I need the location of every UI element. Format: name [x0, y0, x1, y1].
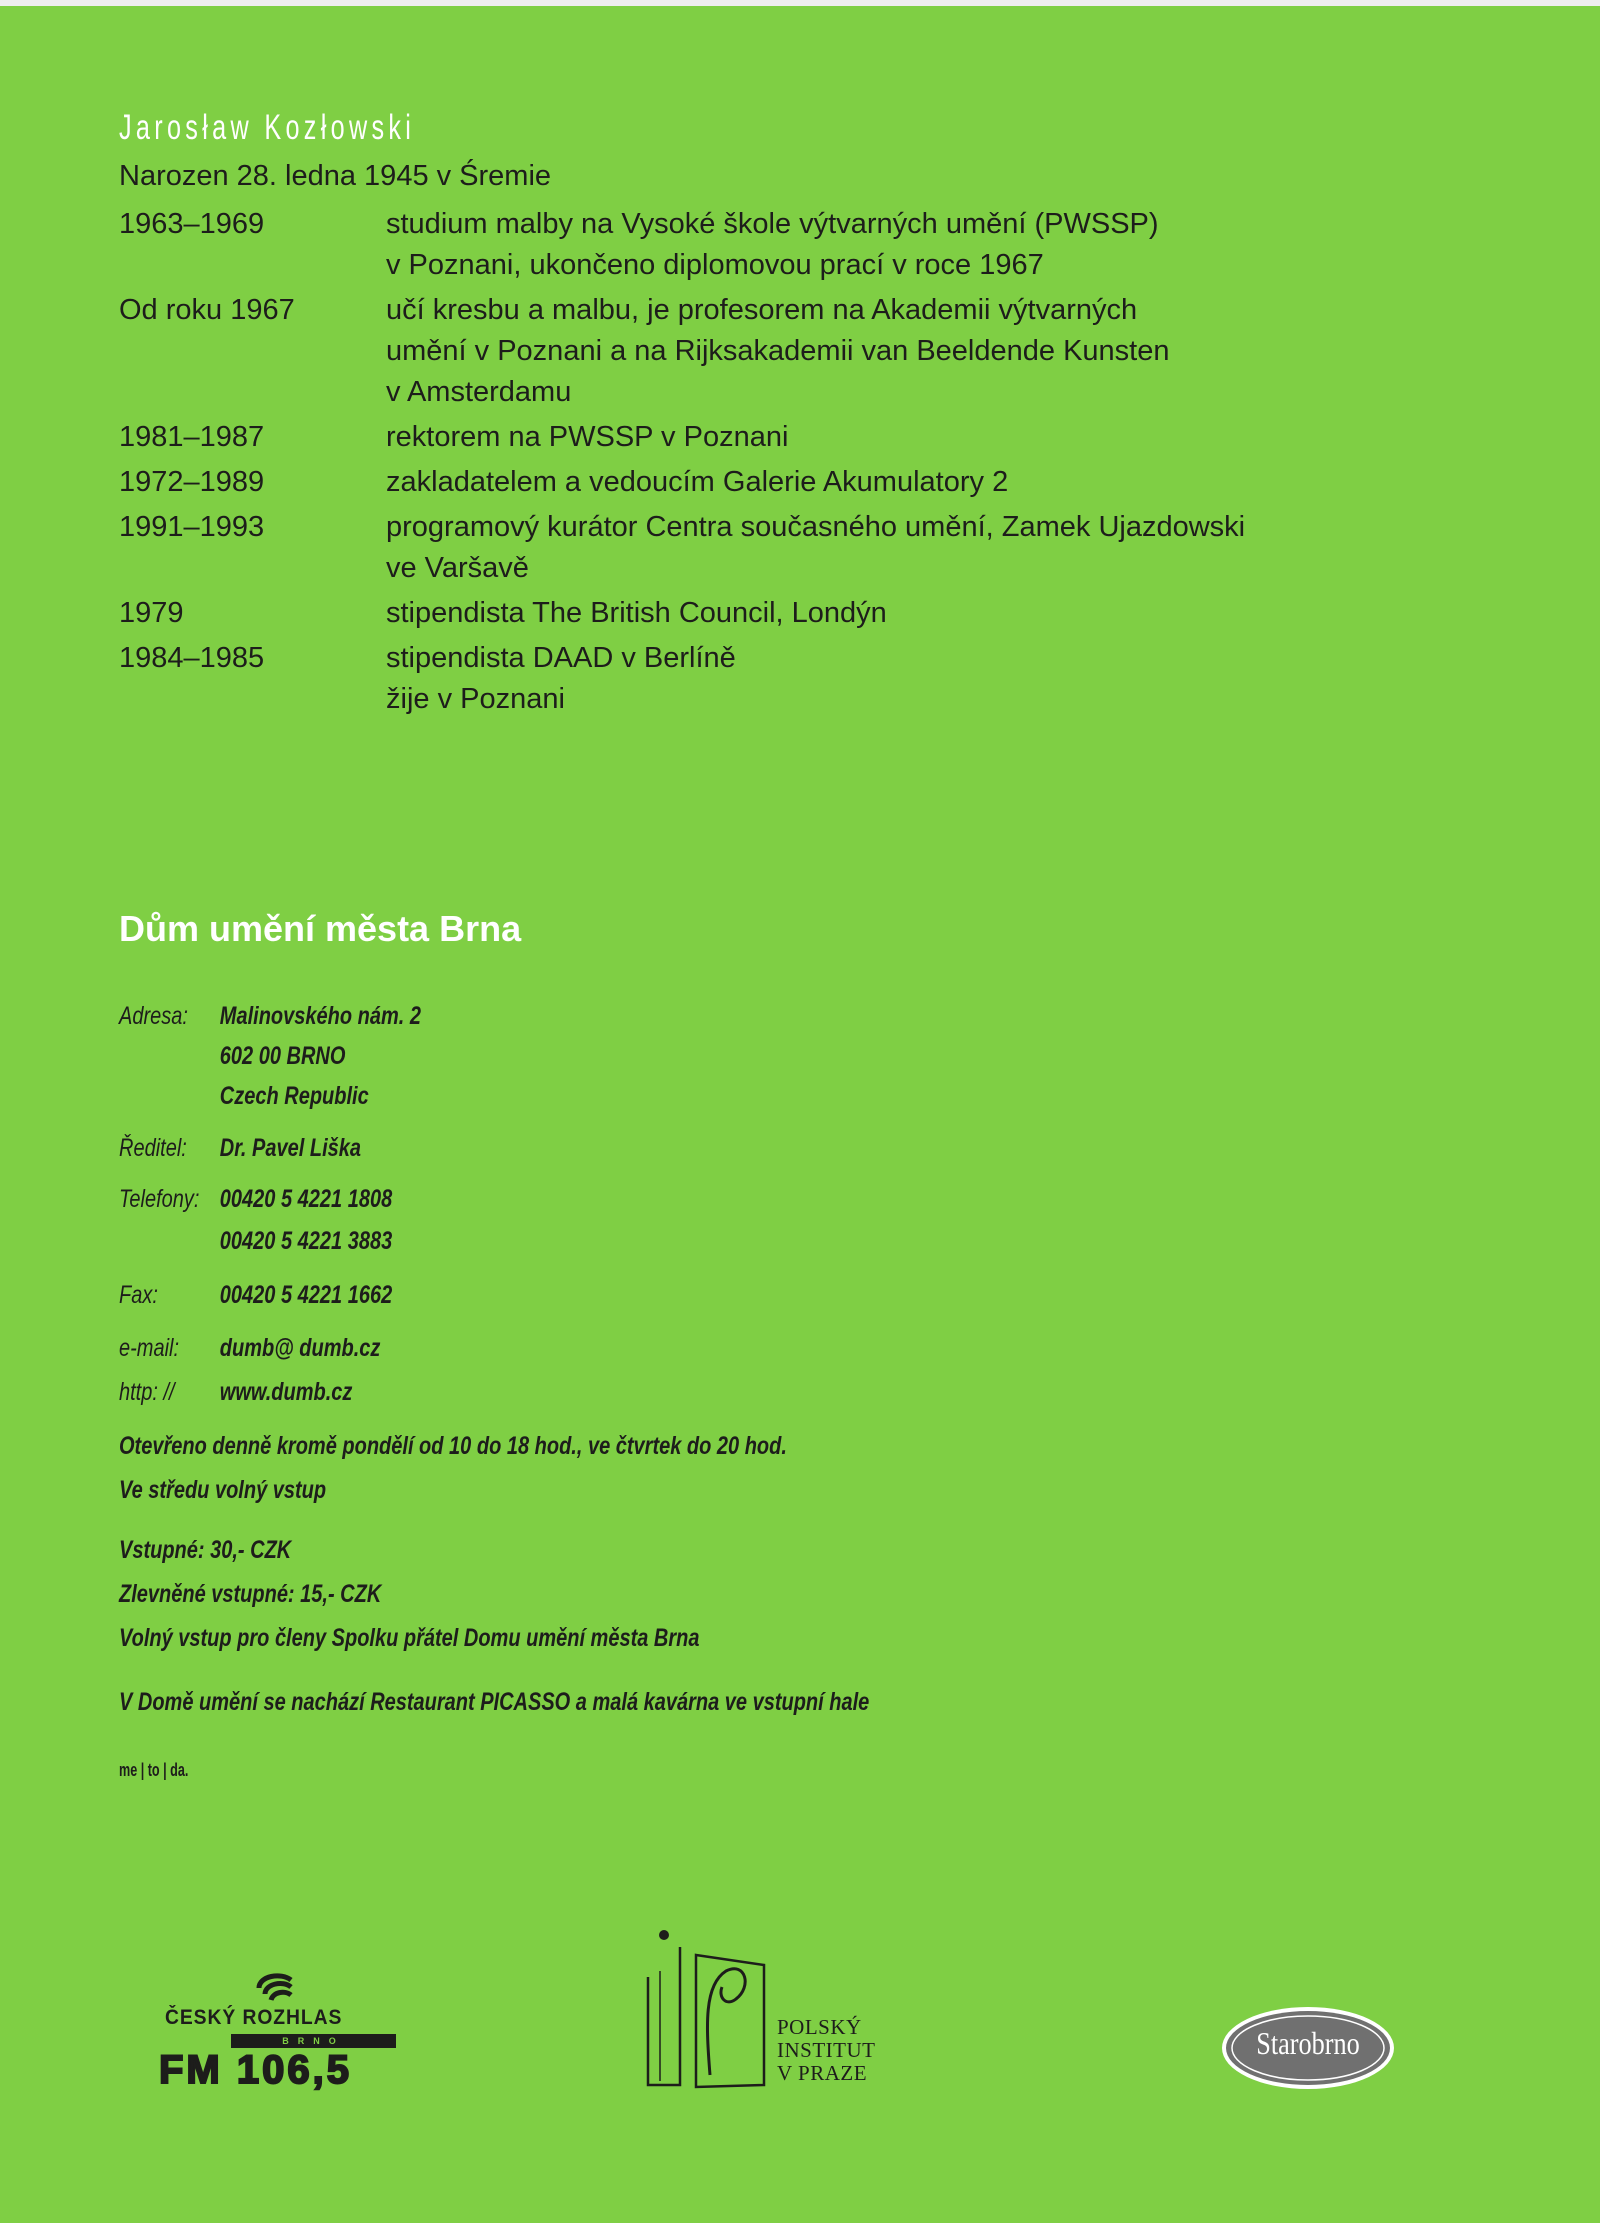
bio-line: studium malby na Vysoké škole výtvarných umění (PWSSP): [386, 208, 1159, 240]
bio-entry: [119, 593, 1519, 634]
bio-line: programový kurátor Centra současného umění, Zamek Ujazdowski: [386, 511, 1246, 543]
top-edge: [0, 0, 1600, 6]
phone-line-1: [119, 1185, 393, 1214]
web-address[interactable]: www.dumb.cz: [219, 1378, 353, 1406]
opening-hours: Otevřeno denně kromě pondělí od 10 do 18 hod., ve čtvrtek do 20 hod.: [119, 1432, 787, 1460]
artist-name: Jarosław Kozłowski: [119, 108, 416, 147]
web-line: [119, 1378, 353, 1407]
bio-entry: [119, 290, 1519, 413]
bio-line: učí kresbu a malbu, je profesorem na Akademii výtvarných: [386, 294, 1138, 326]
radio-frequency: FM 106,5: [159, 2048, 352, 2092]
bio-entry: [119, 507, 1519, 589]
radio-city: BRNO: [231, 2034, 396, 2048]
fax-line: [119, 1281, 393, 1310]
cesky-rozhlas-logo: [159, 1968, 403, 2092]
address-label: Adresa:: [119, 1002, 188, 1030]
members-free-entry: Volný vstup pro členy Spolku přátel Domu umění města Brna: [119, 1624, 700, 1652]
bio-year: 1984–1985: [119, 642, 265, 674]
bio-description: [386, 593, 1519, 634]
bio-entry: [119, 417, 1519, 458]
bio-description: [386, 417, 1519, 458]
bio-year: 1963–1969: [119, 208, 265, 240]
polish-institute-emblem-icon: [640, 1925, 775, 2095]
phones-label: Telefony:: [119, 1185, 200, 1213]
address-country: Czech Republic: [219, 1082, 369, 1110]
radio-ear-icon: [251, 1968, 301, 2004]
fax-label: Fax:: [119, 1281, 158, 1309]
bio-description: [386, 290, 1519, 413]
bio-description: [386, 507, 1519, 589]
address-city: 602 00 BRNO: [219, 1042, 346, 1070]
bio-line: rektorem na PWSSP v Poznani: [386, 421, 789, 453]
email-address[interactable]: dumb@ dumb.cz: [219, 1334, 381, 1362]
bio-entry: [119, 204, 1519, 286]
address-line-1: [119, 1002, 421, 1031]
bio-entry: [119, 462, 1519, 503]
polish-institute-line-2: INSTITUT: [777, 2038, 876, 2062]
polish-institute-logo: [640, 1925, 900, 2095]
phone-2: 00420 5 4221 3883: [219, 1227, 393, 1255]
bio-description: [386, 462, 1519, 503]
bio-line: stipendista The British Council, Londýn: [386, 597, 887, 629]
bio-line: zakladatelem a vedoucím Galerie Akumulatory 2: [386, 466, 1009, 498]
polish-institute-line-3: V PRAZE: [777, 2061, 868, 2085]
starobrno-logo: [1218, 2003, 1398, 2093]
bio-description: [386, 204, 1519, 286]
bio-year: Od roku 1967: [119, 294, 295, 326]
free-entry-day: Ve středu volný vstup: [119, 1476, 327, 1504]
design-credit: me | to | da.: [119, 1760, 189, 1780]
address-street: Malinovského nám. 2: [219, 1002, 421, 1030]
bio-line: žije v Poznani: [386, 683, 565, 715]
bio-entry: [119, 638, 1519, 720]
polish-institute-name: [777, 2016, 875, 2085]
starobrno-wordmark: Starobrno: [1256, 2025, 1360, 2061]
bio-line: ve Varšavě: [386, 552, 529, 584]
polish-institute-line-1: POLSKÝ: [777, 2015, 862, 2039]
artist-biography: [119, 204, 1519, 724]
bio-year: 1991–1993: [119, 511, 265, 543]
email-line: [119, 1334, 381, 1363]
artist-birth: Narozen 28. ledna 1945 v Śremie: [119, 160, 552, 192]
bio-line: stipendista DAAD v Berlíně: [386, 642, 736, 674]
reduced-price: Zlevněné vstupné: 15,- CZK: [119, 1580, 382, 1608]
restaurant-note: V Domě umění se nachází Restaurant PICASSO a malá kavárna ve vstupní hale: [119, 1688, 870, 1716]
bio-line: umění v Poznani a na Rijksakademii van Beeldende Kunsten: [386, 335, 1170, 367]
admission-price: Vstupné: 30,- CZK: [119, 1536, 292, 1564]
radio-name: ČESKÝ ROZHLAS: [165, 2006, 343, 2029]
phone-1: 00420 5 4221 1808: [219, 1185, 393, 1213]
bio-year: 1979: [119, 597, 184, 629]
bio-year: 1972–1989: [119, 466, 265, 498]
director-label: Ředitel:: [119, 1134, 187, 1162]
bio-line: v Amsterdamu: [386, 376, 572, 408]
bio-year: 1981–1987: [119, 421, 265, 453]
email-label: e-mail:: [119, 1334, 180, 1362]
fax-number: 00420 5 4221 1662: [219, 1281, 393, 1309]
gallery-title: Dům umění města Brna: [119, 908, 522, 949]
web-label: http: //: [119, 1378, 175, 1406]
bio-line: v Poznani, ukončeno diplomovou prací v roce 1967: [386, 249, 1044, 281]
director-name: Dr. Pavel Liška: [219, 1134, 362, 1162]
bio-description: [386, 638, 1519, 720]
director-line: [119, 1134, 362, 1163]
